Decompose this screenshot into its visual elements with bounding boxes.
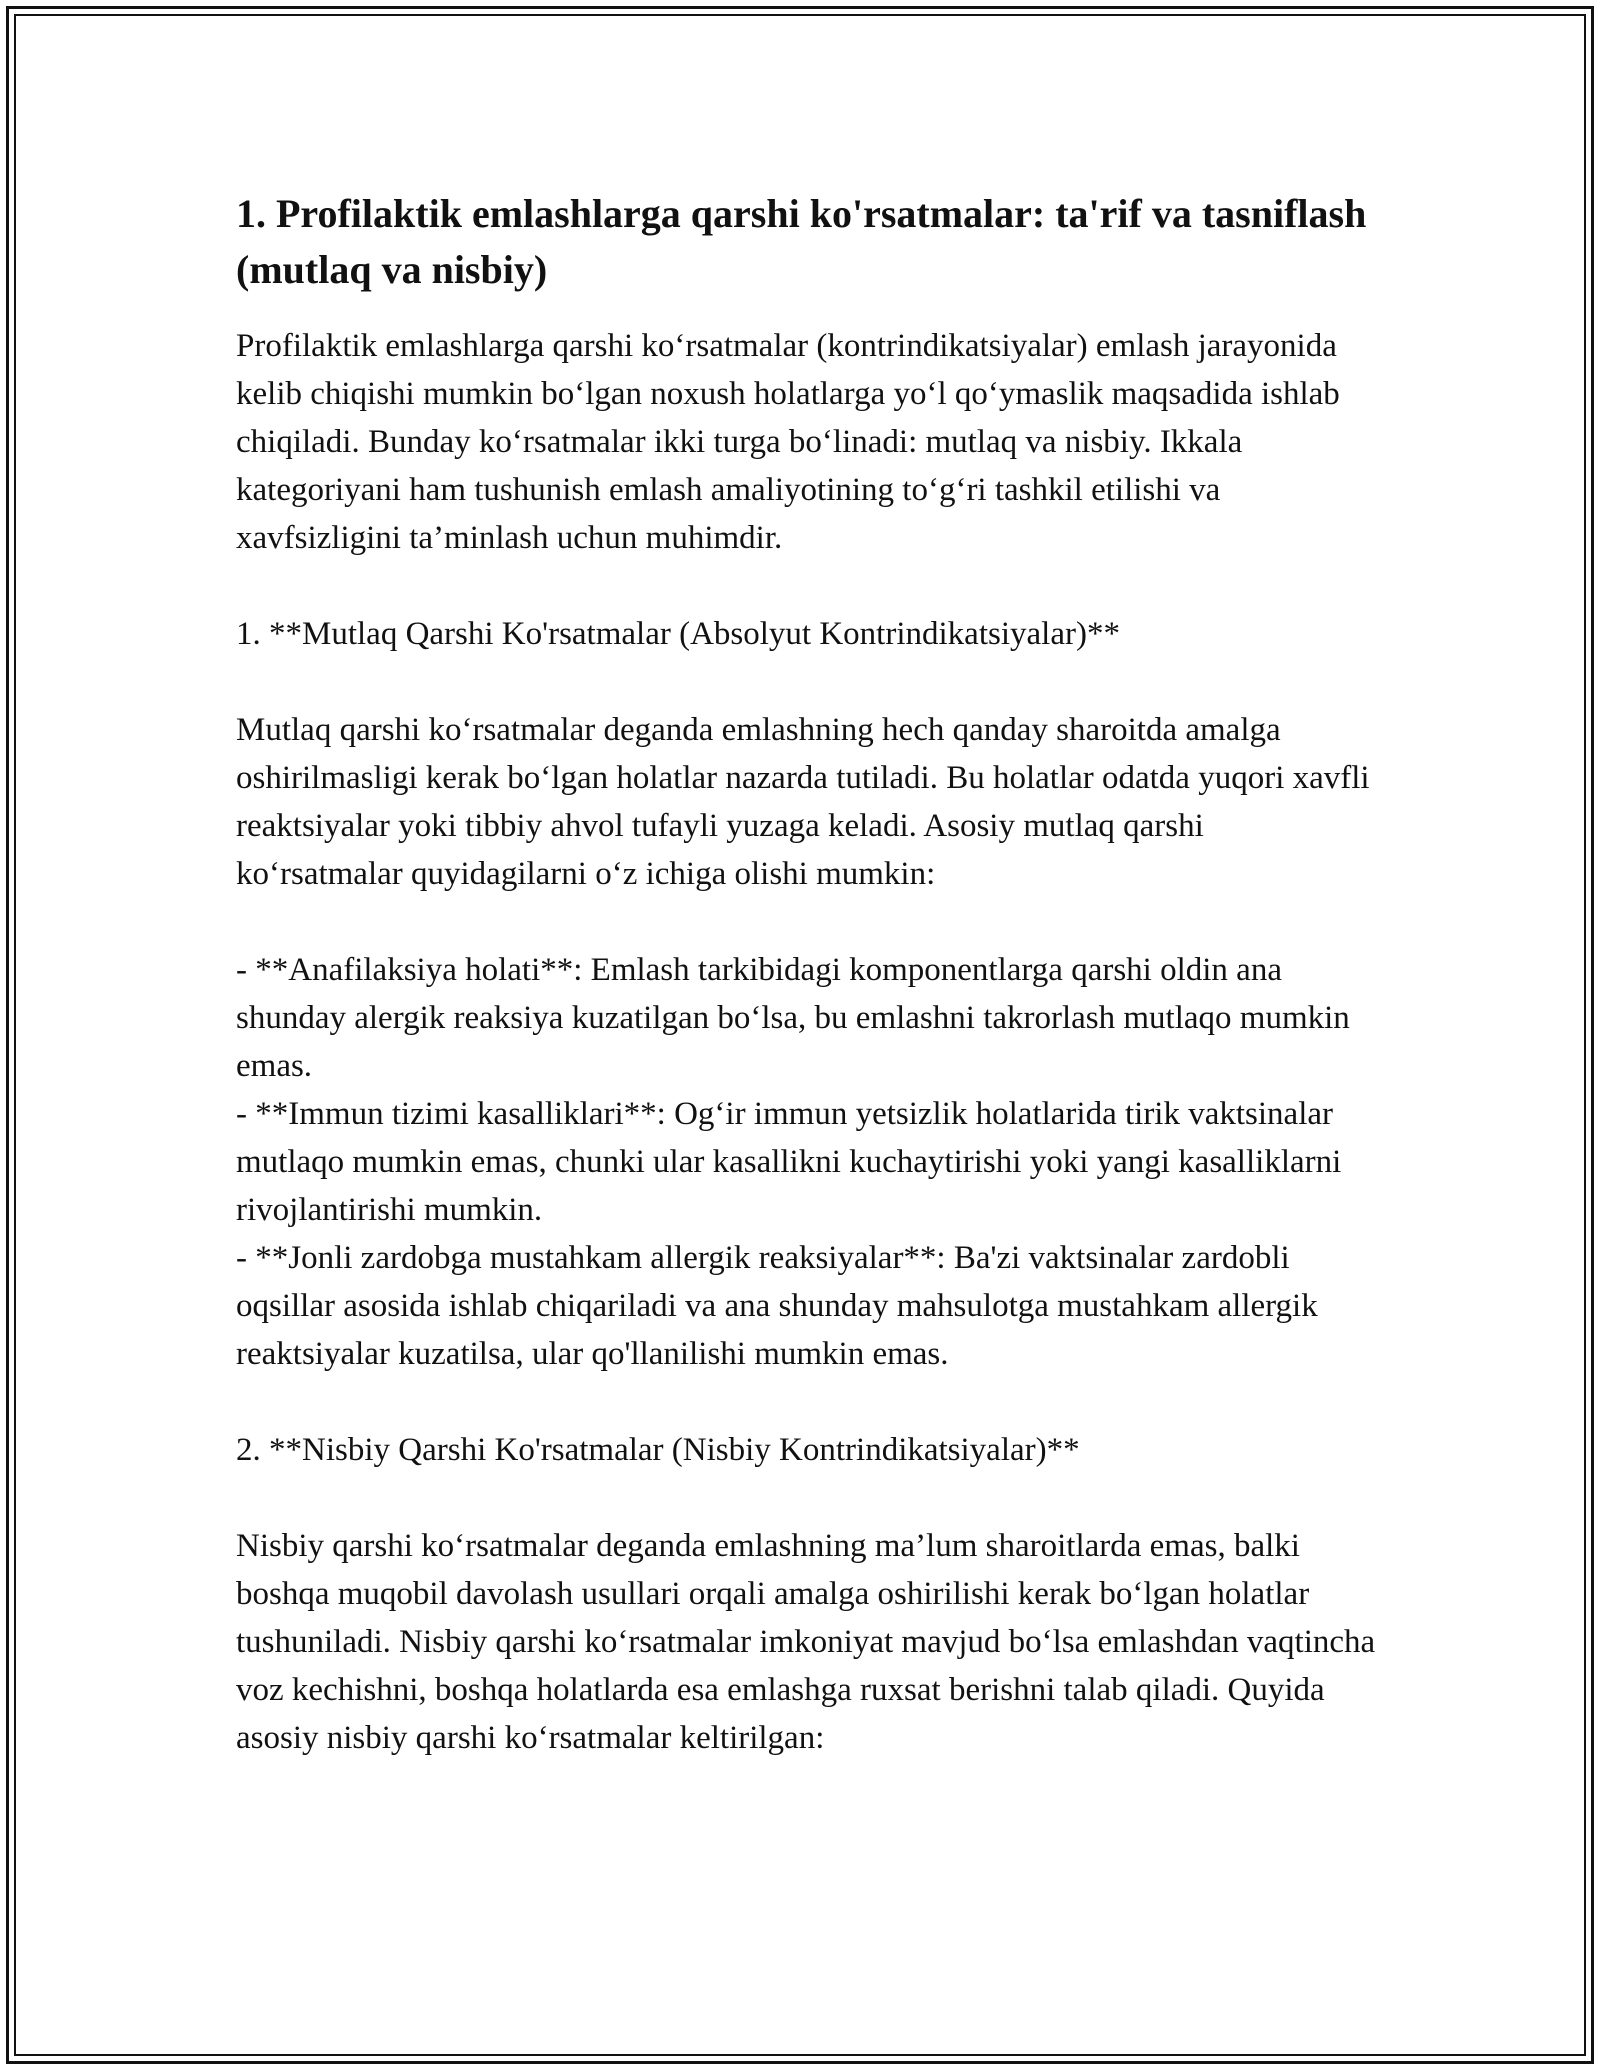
section1-paragraph: Mutlaq qarshi ko‘rsatmalar deganda emlashning hech qanday sharoitda amalga oshirilmasligi kerak bo‘lgan holatlar nazarda tutiladi. Bu holatlar odatda yuqori xavfli reaktsiyalar yoki tibbiy ahvol tufayli yuzaga keladi. Asosiy mutlaq qarshi ko‘rsatmalar quyidagilarni o‘z ichiga olishi mumkin: [236, 712, 1370, 892]
spacer [236, 1378, 1376, 1426]
spacer [236, 1474, 1376, 1522]
list-item-jonli-zardob: - **Jonli zardobga mustahkam allergik reaksiyalar**: Ba'zi vaktsinalar zardobli oqsillar asosida ishlab chiqariladi va ana shunday mahsulotga mustahkam allergik reaktsiyalar kuzatilsa, ular qo'llanilishi mumkin emas. [236, 1240, 1318, 1372]
section1-heading: 1. **Mutlaq Qarshi Ko'rsatmalar (Absolyut Kontrindikatsiyalar)** [236, 616, 1120, 652]
list-item-anafilaksiya: - **Anafilaksiya holati**: Emlash tarkibidagi komponentlarga qarshi oldin ana shunday alergik reaksiya kuzatilgan bo‘lsa, bu emlashni takrorlash mutlaqo mumkin emas. [236, 952, 1350, 1084]
section2-paragraph: Nisbiy qarshi ko‘rsatmalar deganda emlashning ma’lum sharoitlarda emas, balki boshqa muqobil davolash usullari orqali amalga oshirilishi kerak bo‘lgan holatlar tushuniladi. Nisbiy qarshi ko‘rsatmalar imkoniyat mavjud bo‘lsa emlashdan vaqtincha voz kechishni, boshqa holatlarda esa emlashga ruxsat berishni talab qiladi. Quyida asosiy nisbiy qarshi ko‘rsatmalar keltirilgan: [236, 1528, 1376, 1756]
spacer [236, 658, 1376, 706]
intro-paragraph: Profilaktik emlashlarga qarshi ko‘rsatmalar (kontrindikatsiyalar) emlash jarayonida kelib chiqishi mumkin bo‘lgan noxush holatlarga yo‘l qo‘ymaslik maqsadida ishlab chiqiladi. Bunday ko‘rsatmalar ikki turga bo‘linadi: mutlaq va nisbiy. Ikkala kategoriyani ham tushunish emlash amaliyotining to‘g‘ri tashkil etilishi va xavfsizligini ta’minlash uchun muhimdir. [236, 328, 1340, 556]
document-body [236, 186, 1376, 1762]
spacer [236, 898, 1376, 946]
section2-heading: 2. **Nisbiy Qarshi Ko'rsatmalar (Nisbiy Kontrindikatsiyalar)** [236, 1432, 1080, 1468]
list-item-immun-tizimi: - **Immun tizimi kasalliklari**: Og‘ir immun yetsizlik holatlarida tirik vaktsinalar mutlaqo mumkin emas, chunki ular kasallikni kuchaytirishi yoki yangi kasalliklarni rivojlantirishi mumkin. [236, 1096, 1342, 1228]
document-title: 1. Profilaktik emlashlarga qarshi ko'rsatmalar: ta'rif va tasniflash (mutlaq va nisbiy) [236, 191, 1367, 292]
spacer [236, 562, 1376, 610]
